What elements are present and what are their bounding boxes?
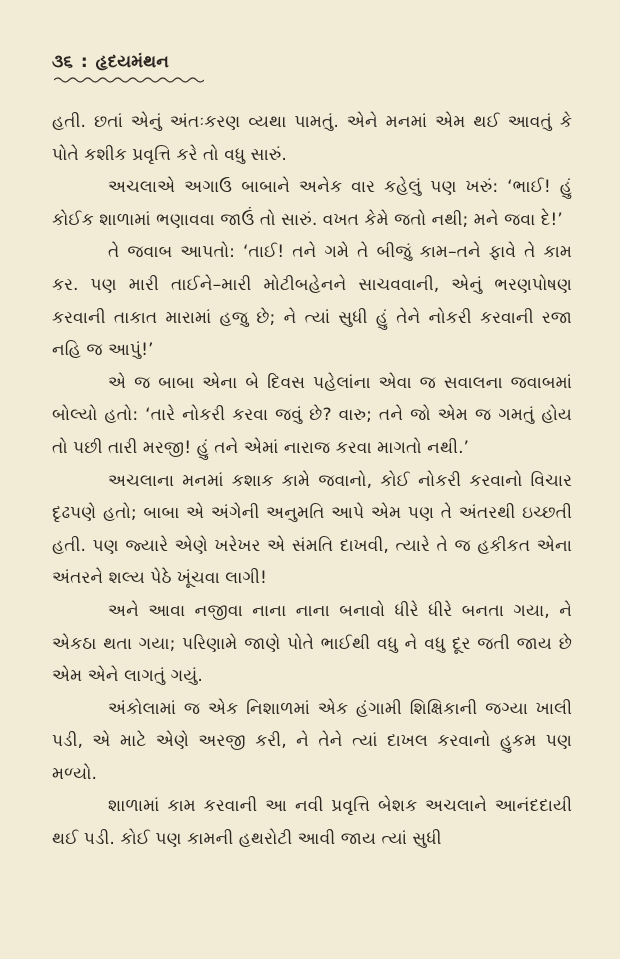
paragraph-7: અંકોલામાં જ એક નિશાળમાં એક હંગામી શિક્ષિકાની જગ્યા ખાલી પડી, એ માટે એણે અરજી કરી, ને તેને ત્યાં દાખલ કરવાનો હુકમ પણ મળ્યો. <box>52 698 572 784</box>
header-separator: : <box>80 52 88 72</box>
paragraph-2: અચલાએ અગાઉ બાબાને અનેક વાર કહેલું પણ ખરું: ‘ભાઈ! હું કોઈક શાળામાં ભણાવવા જાઉં તો સારું. વખત કેમે જતો નથી; મને જવા દે!’ <box>52 177 572 230</box>
wavy-ornament-icon <box>54 76 204 84</box>
paragraph-3: તે જવાબ આપતો: ‘તાઈ! તને ગમે તે બીજું કામ–તને ફાવે તે કામ કર. પણ મારી તાઈને–મારી મોટીબહેનને સાચવવાની, એનું ભરણપોષણ કરવાની તાકાત મારામાં હજુ છે; ને ત્યાં સુધી હું તેને નોકરી કરવાની રજા નહિ જ આપું!’ <box>52 242 572 361</box>
paragraph-8: શાળામાં કામ કરવાની આ નવી પ્રવૃત્તિ બેશક અચલાને આનંદદાયી થઈ પડી. કોઈ પણ કામની હથરોટી આવી જાય ત્યાં સુધી <box>52 796 572 850</box>
paragraph-6: અને આવા નજીવા નાના નાના બનાવો ધીરે ધીરે બનતા ગયા, ને એકઠા થતા ગયા; પરિણામે જાણે પોતે ભાઈથી વધુ ને વધુ દૂર જતી જાય છે એમ એને લાગતું ગયું. <box>52 600 572 687</box>
chapter-title: હૃદયમંથન <box>95 52 169 72</box>
paragraph-5: અચલાના મનમાં કશાક કામે જવાનો, કોઈ નોકરી કરવાનો વિચાર દૃઢપણે હતો; બાબા એ અંગેની અનુમતિ આપે એમ પણ તે અંતરથી ઇચ્છતી હતી. પણ જ્યારે એણે ખરેખર એ સંમતિ દાખવી, ત્યારે તે જ હકીકત એના અંતરને શલ્ય પેઠે ખૂંચવા લાગી! <box>52 470 572 589</box>
paragraph-1: હતી. છતાં એનું અંતઃકરણ વ્યથા પામતું. એને મનમાં એમ થઈ આવતું કે પોતે કશીક પ્રવૃત્તિ કરે તો વધુ સારું. <box>52 112 572 165</box>
page-number: ૩૬ <box>52 52 73 72</box>
running-header <box>52 52 572 72</box>
paragraph-4: એ જ બાબા એના બે દિવસ પહેલાંના એવા જ સવાલના જવાબમાં બોલ્યો હતો: ‘તારે નોકરી કરવા જવું છે? વારુ; તને જો એમ જ ગમતું હોય તો પછી તારી મરજી! હું તને એમાં નારાજ કરવા માગતો નથી.’ <box>52 372 572 458</box>
body-text <box>52 106 572 856</box>
